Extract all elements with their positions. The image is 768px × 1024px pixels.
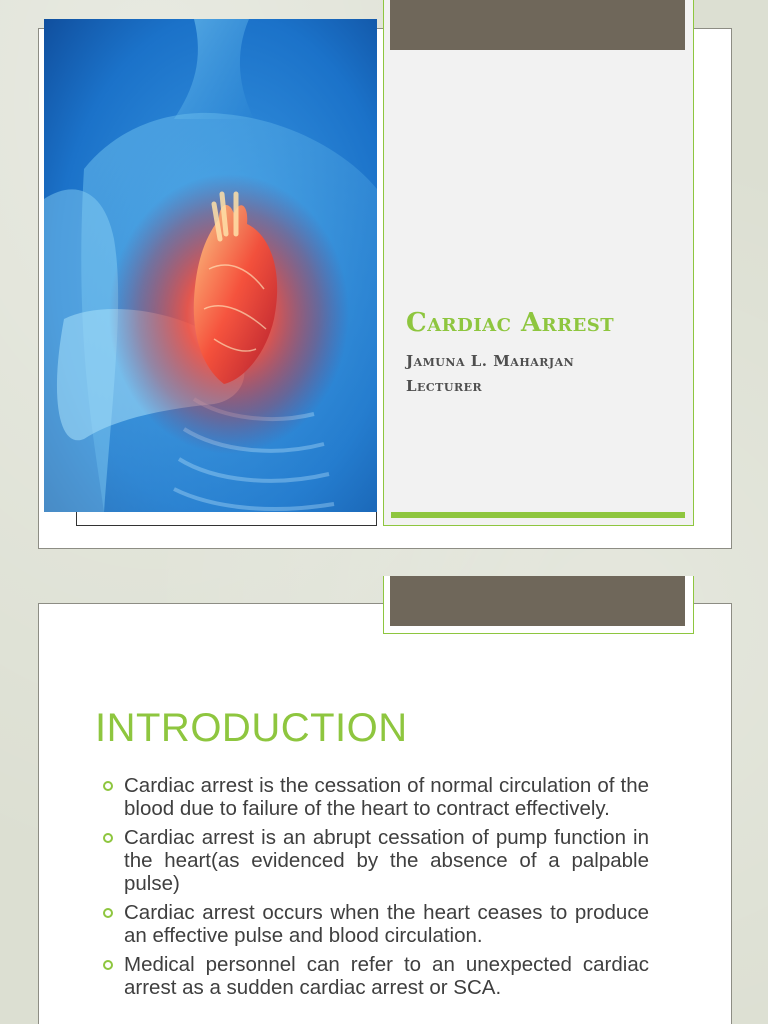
bullet-text: Cardiac arrest occurs when the heart ceases to produce an effective pulse and blood circulation. [124,901,649,947]
title-bar [390,576,685,626]
accent-bar [391,512,685,518]
author-name: Jamuna L. Maharjan [406,352,575,370]
bullet-text: Medical personnel can refer to an unexpected cardiac arrest as a sudden cardiac arrest or SCA. [124,953,649,999]
slide-title: Cardiac Arrest [406,308,615,338]
bullet-circle-icon [103,908,113,918]
bullet-text: Cardiac arrest is an abrupt cessation of pump function in the heart(as evidenced by the absence of a palpable pulse) [124,826,649,895]
bullet-circle-icon [103,833,113,843]
author-role: Lecturer [406,377,483,395]
bullet-circle-icon [103,781,113,791]
bullet-list [100,774,649,1005]
list-item [100,901,649,947]
list-item [100,774,649,820]
heart-illustration [44,19,377,512]
bullet-text: Cardiac arrest is the cessation of normal circulation of the blood due to failure of the heart to contract effectively. [124,774,649,820]
section-heading: INTRODUCTION [95,706,408,750]
title-bar [390,0,685,50]
introduction-slide [0,576,768,1024]
title-panel [383,0,694,526]
list-item [100,826,649,895]
list-item [100,953,649,999]
bullet-circle-icon [103,960,113,970]
